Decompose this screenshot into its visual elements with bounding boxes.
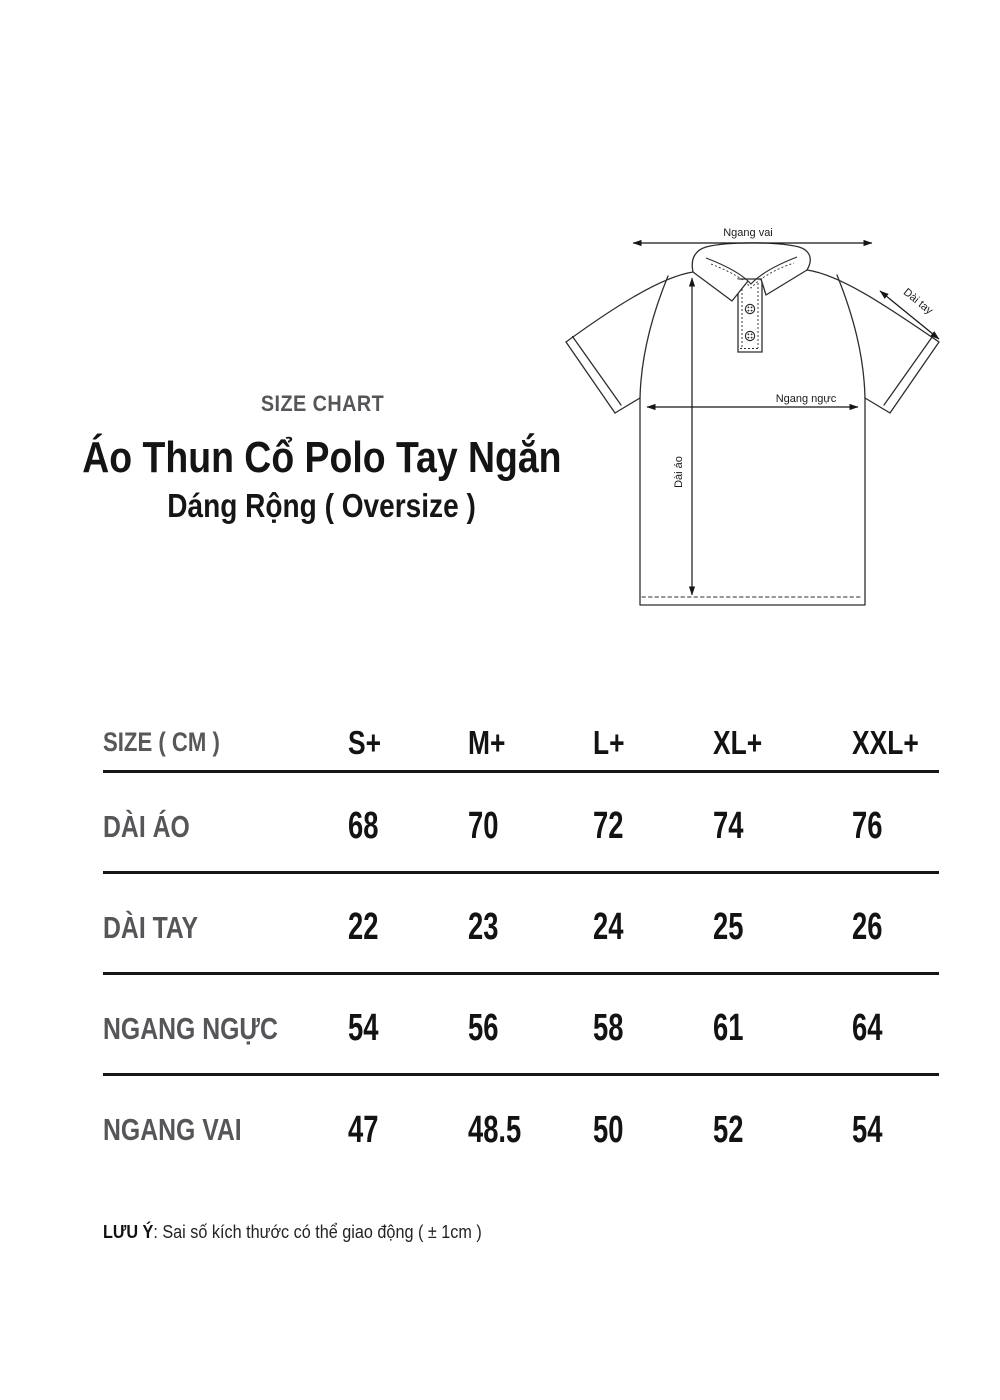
size-header-s: S+ — [348, 723, 382, 761]
page-title — [0, 433, 644, 482]
page-title-text: Áo Thun Cổ Polo Tay Ngắn — [82, 433, 562, 482]
value-cell — [713, 973, 852, 1074]
left-cuff-band — [573, 337, 622, 406]
body-outline — [640, 398, 865, 605]
table-row — [103, 1074, 939, 1175]
corner-header-cell — [103, 710, 348, 771]
value-cell — [852, 771, 939, 872]
eyebrow-text: SIZE CHART — [260, 391, 384, 416]
tolerance-note — [103, 1222, 524, 1243]
size-header-m: M+ — [468, 723, 506, 761]
table-row — [103, 973, 939, 1074]
row-label-cell — [103, 771, 348, 872]
size-header-cell — [713, 710, 852, 771]
right-cuff-band — [884, 337, 933, 406]
size-header-cell — [852, 710, 939, 771]
measurement-value: 47 — [348, 1108, 379, 1151]
value-cell — [852, 872, 939, 973]
value-cell — [593, 973, 713, 1074]
value-cell — [468, 771, 593, 872]
value-cell — [468, 872, 593, 973]
measurement-value: 58 — [593, 1007, 624, 1049]
measurement-value: 72 — [593, 805, 624, 847]
value-cell — [593, 771, 713, 872]
measurement-value: 54 — [348, 1007, 379, 1049]
measurement-value: 61 — [713, 1007, 744, 1049]
row-label-cell — [103, 973, 348, 1074]
value-cell — [348, 771, 468, 872]
value-cell — [348, 973, 468, 1074]
measurement-value: 54 — [852, 1108, 883, 1151]
left-sleeve-outer-edge — [566, 272, 693, 342]
value-cell — [713, 872, 852, 973]
measurement-value: 24 — [593, 906, 624, 948]
right-armhole-seam — [837, 275, 865, 398]
value-cell — [852, 973, 939, 1074]
value-cell — [468, 973, 593, 1074]
measurement-value: 23 — [468, 906, 499, 948]
value-cell — [348, 872, 468, 973]
value-cell — [593, 872, 713, 973]
measurement-value: 52 — [713, 1108, 744, 1151]
size-header-cell — [348, 710, 468, 771]
value-cell — [468, 1074, 593, 1175]
size-header-cell — [593, 710, 713, 771]
left-underarm — [615, 398, 640, 413]
measurement-value: 70 — [468, 805, 499, 847]
chest-measure-label: Ngang ngực — [775, 393, 837, 405]
note-text: : Sai số kích thước có thể giao động ( ± 1cm ) — [153, 1222, 482, 1242]
right-underarm — [865, 398, 890, 413]
measurement-value: 50 — [593, 1108, 624, 1151]
size-header-xl: XL+ — [713, 723, 763, 761]
measurement-value: 68 — [348, 805, 379, 847]
measurement-value: 25 — [713, 906, 744, 948]
collar-outer-edge — [692, 243, 810, 272]
sleeve-measure-label: Dài tay — [900, 286, 935, 318]
shoulder-measure-label: Ngang vai — [723, 227, 773, 239]
table-header-row — [103, 710, 939, 771]
value-cell — [713, 771, 852, 872]
size-header-l: L+ — [593, 723, 625, 761]
value-cell — [852, 1074, 939, 1175]
right-cuff-edge — [890, 342, 939, 413]
page-subtitle — [0, 489, 644, 522]
row-label-cell — [103, 872, 348, 973]
size-header-cell — [468, 710, 593, 771]
row-label: DÀI TAY — [103, 909, 199, 945]
measurement-arrows — [633, 243, 939, 595]
value-cell — [348, 1074, 468, 1175]
eyebrow-label — [0, 391, 644, 417]
table-row — [103, 872, 939, 973]
row-label: NGANG VAI — [103, 1112, 242, 1148]
row-label: DÀI ÁO — [103, 808, 190, 844]
value-cell — [713, 1074, 852, 1175]
value-cell — [593, 1074, 713, 1175]
note-label: LƯU Ý — [103, 1222, 154, 1242]
row-label-cell — [103, 1074, 348, 1175]
table-row — [103, 771, 939, 872]
measurement-value: 56 — [468, 1007, 499, 1049]
measurement-value: 74 — [713, 805, 744, 847]
page-subtitle-text: Dáng Rộng ( Oversize ) — [167, 487, 477, 524]
left-cuff-edge — [566, 342, 615, 413]
measurement-value: 76 — [852, 805, 883, 847]
size-table — [103, 710, 939, 1175]
measurement-value: 22 — [348, 906, 379, 948]
measurement-value: 64 — [852, 1007, 883, 1049]
measurement-value: 26 — [852, 906, 883, 948]
measurement-value: 48.5 — [468, 1108, 522, 1151]
size-header-xxl: XXL+ — [852, 723, 919, 761]
row-label: NGANG NGỰC — [103, 1010, 278, 1046]
polo-shirt-diagram — [555, 205, 975, 625]
corner-header-label: SIZE ( CM ) — [103, 727, 220, 758]
length-measure-label: Dài áo — [673, 456, 685, 488]
left-armhole-seam — [640, 276, 668, 398]
